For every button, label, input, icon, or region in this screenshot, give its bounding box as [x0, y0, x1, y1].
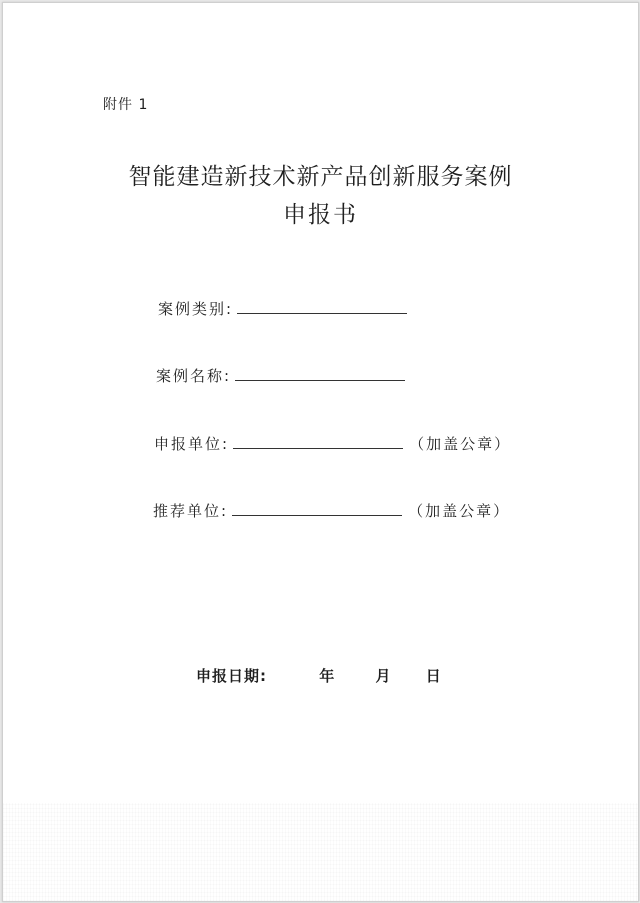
attachment-label: 附件 1: [103, 97, 149, 113]
date-month: 月: [375, 667, 392, 685]
document-title-line2: 申报书: [283, 202, 358, 228]
field-case-name: [156, 365, 405, 386]
document-page: [2, 2, 639, 902]
application-date: [196, 665, 442, 686]
field-label: 案例类别:: [158, 300, 234, 318]
fill-in-line: [233, 434, 403, 449]
seal-note: （加盖公章）: [408, 502, 511, 520]
fill-in-line: [237, 299, 407, 314]
field-label: 申报单位:: [154, 435, 230, 453]
scan-noise: [3, 803, 638, 901]
field-label: 案例名称:: [156, 367, 232, 385]
date-day: 日: [425, 667, 442, 685]
date-year: 年: [319, 667, 336, 685]
field-recommending-unit: [153, 500, 510, 521]
seal-note: （加盖公章）: [409, 435, 512, 453]
field-applicant-unit: [154, 433, 511, 454]
fill-in-line: [232, 501, 402, 516]
field-label: 推荐单位:: [153, 502, 229, 520]
field-case-category: [158, 298, 407, 319]
document-title-line1: 智能建造新技术新产品创新服务案例: [128, 164, 513, 190]
fill-in-line: [235, 366, 405, 381]
date-label: 申报日期:: [196, 667, 267, 685]
